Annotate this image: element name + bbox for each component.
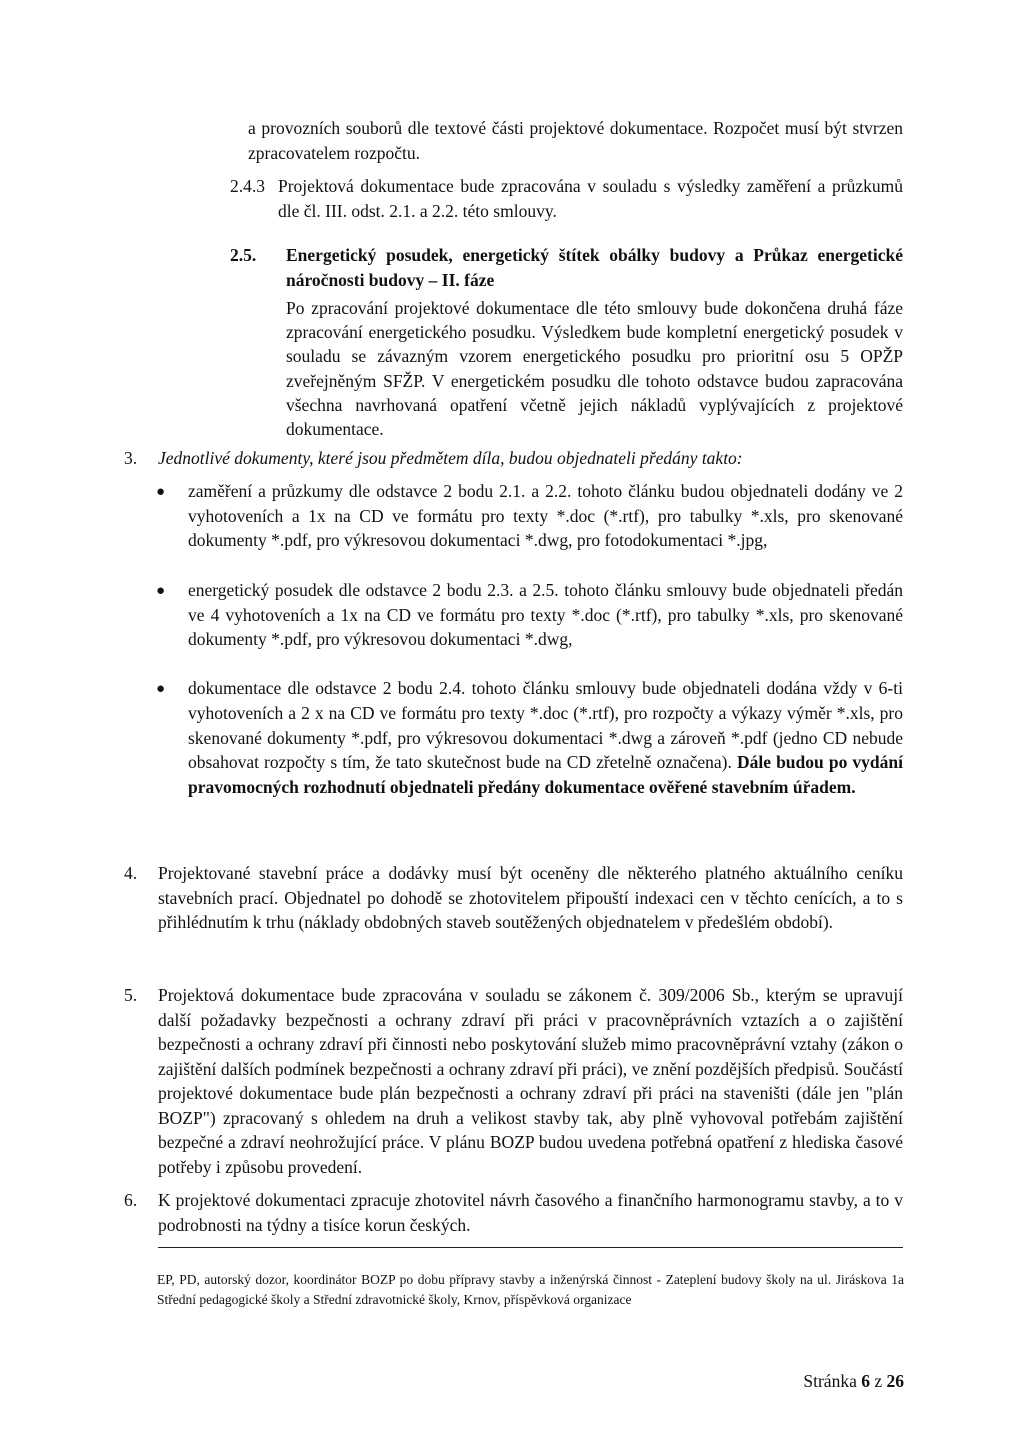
footer-note: EP, PD, autorský dozor, koordinátor BOZP po dobu přípravy stavby a inženýrská činnost - Zateplení budovy školy na ul. Jiráskova 1a Střední pedagogické školy a Střední zdravotnické školy, Krnov, příspěvková organizace bbox=[157, 1271, 904, 1307]
bullet-item-3-bold-text: Dále budou po vydání pravomocných rozhodnutí objednateli předány dokumentace ověřené stavebním úřadem. bbox=[188, 752, 903, 798]
footer-divider bbox=[158, 1247, 903, 1248]
point-number-6: 6. bbox=[124, 1190, 138, 1210]
bullet-icon: ● bbox=[156, 484, 166, 500]
bullet-icon: ● bbox=[156, 583, 166, 599]
section-number-2-5: 2.5. bbox=[230, 245, 257, 265]
point-4-text: Projektované stavební práce a dodávky musí být oceněny dle některého platného aktuálního ceníku stavebních prací. Objednatel po dohodě se zhotovitelem připouští indexaci cen v těchto cenících, a to s přihlédnutím k trhu (náklady obdobných staveb soutěžených objednatelem v předešlém období). bbox=[158, 863, 903, 932]
section-2-5-heading: Energetický posudek, energetický štítek obálky budovy a Průkaz energetické náročnosti budovy – II. fáze bbox=[286, 245, 903, 290]
bullet-item-1: zaměření a průzkumy dle odstavce 2 bodu 2.1. a 2.2. tohoto článku budou objednateli dodány ve 2 vyhotoveních a 1x na CD ve formátu pro texty *.doc (*.rtf), pro tabulky *.xls, pro skenované dokumenty *.pdf, pro výkresovou dokumentaci *.dwg, pro fotodokumentaci *.jpg, bbox=[188, 481, 903, 550]
bullet-icon: ● bbox=[156, 681, 166, 697]
page-separator: z bbox=[874, 1371, 883, 1391]
page-total: 26 bbox=[886, 1371, 904, 1391]
bullet-item-3-text: dokumentace dle odstavce 2 bodu 2.4. tohoto článku smlouvy bude objednateli dodána vždy v 6-ti vyhotoveních a 2 x na CD ve formátu pro texty *.doc (*.rtf), pro rozpočty a výkazy výměr *.xls, pro skenované dokumenty *.pdf, pro výkresovou dokumentaci *.dwg a zároveň *.pdf (jedno CD nebude obsahovat rozpočty s tím, že tato skutečnost bude na CD zřetelně označena). bbox=[188, 678, 903, 773]
point-number-3: 3. bbox=[124, 448, 138, 468]
point-3-intro: Jednotlivé dokumenty, které jsou předmětem díla, budou objednateli předány takto: bbox=[158, 448, 743, 468]
page-current: 6 bbox=[861, 1371, 870, 1391]
page-number bbox=[803, 1369, 904, 1394]
point-6-text: K projektové dokumentaci zpracuje zhotovitel návrh časového a finančního harmonogramu stavby, a to v podrobnosti na týdny a tisíce korun českých. bbox=[158, 1190, 903, 1235]
page-label: Stránka bbox=[803, 1371, 857, 1391]
bullet-item-2: energetický posudek dle odstavce 2 bodu 2.3. a 2.5. tohoto článku smlouvy bude objednateli předán ve 4 vyhotoveních a 1x na CD ve formátu pro texty *.doc (*.rtf), pro tabulky *.xls, pro skenované dokumenty *.pdf, pro výkresovou dokumentaci *.dwg, bbox=[188, 580, 903, 649]
point-number-4: 4. bbox=[124, 863, 138, 883]
item-number-2-4-3: 2.4.3 bbox=[230, 176, 265, 196]
point-5-text: Projektová dokumentace bude zpracována v souladu se zákonem č. 309/2006 Sb., kterým se upravují další požadavky bezpečnosti a ochrany zdraví při práci v pracovněprávních vztazích a o zajištění bezpečnosti a ochrany zdraví při činnosti nebo poskytování služeb mimo pracovněprávní vztahy (zákon o zajištění dalších podmínek bezpečnosti a ochrany zdraví při práci), ve znění pozdějších předpisů. Součástí projektové dokumentace bude plán bezpečnosti a ochrany zdraví při práci na staveništi (dále jen "plán BOZP") zpracovaný s ohledem na druh a velikost stavby tak, aby plně vyhovoval potřebám zajištění bezpečné a zdraví neohrožující práce. V plánu BOZP budou uvedena potřebná opatření z hlediska časové potřeby i způsobu provedení. bbox=[158, 985, 903, 1177]
bullet-item-3 bbox=[188, 676, 903, 800]
point-number-5: 5. bbox=[124, 985, 138, 1005]
section-2-5-body: Po zpracování projektové dokumentace dle této smlouvy bude dokončena druhá fáze zpracování energetického posudku. Výsledkem bude kompletní energetický posudek v souladu se závazným vzorem energetického posudku pro prioritní osu 5 OPŽP zveřejněným SFŽP. V energetickém posudku dle tohoto odstavce budou zapracována všechna navrhovaná opatření včetně jejich nákladů vyplývajících z projektové dokumentace. bbox=[286, 298, 903, 440]
item-2-4-3-text: Projektová dokumentace bude zpracována v souladu s výsledky zaměření a průzkumů dle čl. III. odst. 2.1. a 2.2. této smlouvy. bbox=[278, 176, 903, 221]
continuation-paragraph: a provozních souborů dle textové části projektové dokumentace. Rozpočet musí být stvrzen zpracovatelem rozpočtu. bbox=[248, 118, 903, 163]
